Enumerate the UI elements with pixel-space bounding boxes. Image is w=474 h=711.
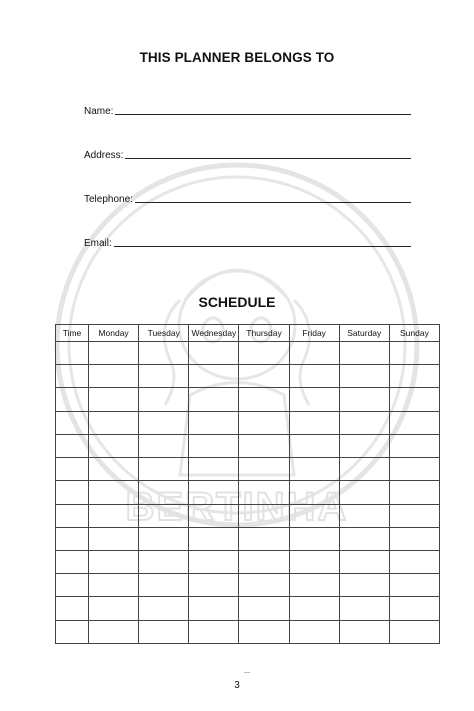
schedule-cell[interactable] — [289, 388, 339, 411]
schedule-cell[interactable] — [339, 504, 389, 527]
schedule-cell[interactable] — [89, 365, 139, 388]
schedule-cell[interactable] — [239, 434, 289, 457]
schedule-cell[interactable] — [239, 388, 289, 411]
schedule-cell[interactable] — [239, 527, 289, 550]
schedule-cell[interactable] — [139, 458, 189, 481]
time-cell[interactable] — [56, 388, 89, 411]
address-label: Address: — [84, 150, 124, 161]
column-header-sunday: Sunday — [389, 325, 439, 342]
schedule-cell[interactable] — [139, 597, 189, 620]
schedule-cell[interactable] — [89, 550, 139, 573]
schedule-cell[interactable] — [339, 620, 389, 643]
schedule-cell[interactable] — [139, 388, 189, 411]
schedule-cell[interactable] — [189, 342, 239, 365]
schedule-row — [56, 458, 440, 481]
schedule-cell[interactable] — [339, 434, 389, 457]
schedule-cell[interactable] — [139, 574, 189, 597]
schedule-row — [56, 574, 440, 597]
schedule-cell[interactable] — [89, 342, 139, 365]
schedule-cell[interactable] — [289, 504, 339, 527]
schedule-cell[interactable] — [339, 388, 389, 411]
schedule-cell[interactable] — [139, 434, 189, 457]
schedule-cell[interactable] — [289, 365, 339, 388]
schedule-title: SCHEDULE — [198, 294, 276, 310]
schedule-cell[interactable] — [189, 481, 239, 504]
schedule-cell[interactable] — [389, 411, 439, 434]
schedule-cell[interactable] — [289, 434, 339, 457]
schedule-cell[interactable] — [139, 504, 189, 527]
schedule-cell[interactable] — [289, 458, 339, 481]
time-cell[interactable] — [56, 342, 89, 365]
schedule-cell[interactable] — [389, 574, 439, 597]
time-cell[interactable] — [56, 527, 89, 550]
schedule-cell[interactable] — [89, 481, 139, 504]
schedule-cell[interactable] — [289, 620, 339, 643]
schedule-cell[interactable] — [239, 365, 289, 388]
email-line[interactable] — [114, 245, 411, 247]
schedule-cell[interactable] — [89, 411, 139, 434]
email-label: Email: — [84, 238, 112, 249]
address-line[interactable] — [125, 157, 411, 159]
schedule-row — [56, 550, 440, 573]
schedule-cell[interactable] — [89, 504, 139, 527]
schedule-cell[interactable] — [389, 434, 439, 457]
schedule-cell[interactable] — [339, 550, 389, 573]
schedule-cell[interactable] — [189, 597, 239, 620]
schedule-cell[interactable] — [239, 411, 289, 434]
schedule-row — [56, 504, 440, 527]
column-header-wednesday: Wednesday — [189, 325, 239, 342]
schedule-cell[interactable] — [89, 527, 139, 550]
schedule-row — [56, 527, 440, 550]
column-header-friday: Friday — [289, 325, 339, 342]
page-divider — [244, 672, 250, 673]
telephone-line[interactable] — [135, 201, 411, 203]
schedule-cell[interactable] — [239, 574, 289, 597]
schedule-cell[interactable] — [189, 504, 239, 527]
column-header-monday: Monday — [89, 325, 139, 342]
schedule-cell[interactable] — [239, 481, 289, 504]
schedule-cell[interactable] — [339, 458, 389, 481]
schedule-cell[interactable] — [389, 550, 439, 573]
schedule-cell[interactable] — [339, 365, 389, 388]
schedule-cell[interactable] — [189, 574, 239, 597]
page-number: 3 — [234, 680, 240, 691]
schedule-cell[interactable] — [89, 620, 139, 643]
schedule-cell[interactable] — [389, 388, 439, 411]
schedule-cell[interactable] — [189, 550, 239, 573]
schedule-row — [56, 342, 440, 365]
schedule-cell[interactable] — [339, 481, 389, 504]
schedule-cell[interactable] — [289, 574, 339, 597]
schedule-cell[interactable] — [89, 574, 139, 597]
schedule-header-row — [56, 325, 440, 342]
watermark-text: BERTINHA — [125, 485, 349, 529]
time-cell[interactable] — [56, 620, 89, 643]
name-label: Name: — [84, 106, 114, 117]
telephone-field[interactable] — [84, 194, 411, 205]
schedule-body — [56, 342, 440, 644]
schedule-cell[interactable] — [239, 550, 289, 573]
schedule-row — [56, 620, 440, 643]
time-cell[interactable] — [56, 411, 89, 434]
schedule-cell[interactable] — [389, 504, 439, 527]
schedule-cell[interactable] — [189, 527, 239, 550]
schedule-cell[interactable] — [389, 527, 439, 550]
email-field[interactable] — [84, 238, 411, 249]
schedule-cell[interactable] — [139, 365, 189, 388]
schedule-cell[interactable] — [289, 342, 339, 365]
telephone-label: Telephone: — [84, 194, 133, 205]
schedule-cell[interactable] — [189, 411, 239, 434]
schedule-cell[interactable] — [189, 434, 239, 457]
schedule-table — [55, 324, 440, 644]
time-cell[interactable] — [56, 504, 89, 527]
page-title: THIS PLANNER BELONGS TO — [139, 50, 335, 65]
schedule-cell[interactable] — [89, 388, 139, 411]
schedule-cell[interactable] — [189, 365, 239, 388]
schedule-row — [56, 481, 440, 504]
schedule-row — [56, 365, 440, 388]
time-cell[interactable] — [56, 574, 89, 597]
schedule-row — [56, 597, 440, 620]
schedule-cell[interactable] — [139, 620, 189, 643]
schedule-cell[interactable] — [139, 481, 189, 504]
time-cell[interactable] — [56, 365, 89, 388]
schedule-cell[interactable] — [289, 597, 339, 620]
time-cell[interactable] — [56, 597, 89, 620]
column-header-tuesday: Tuesday — [139, 325, 189, 342]
schedule-cell[interactable] — [239, 504, 289, 527]
schedule-cell[interactable] — [389, 365, 439, 388]
schedule-cell[interactable] — [139, 411, 189, 434]
schedule-row — [56, 388, 440, 411]
schedule-cell[interactable] — [289, 481, 339, 504]
schedule-cell[interactable] — [339, 411, 389, 434]
name-line[interactable] — [115, 113, 411, 115]
schedule-cell[interactable] — [389, 342, 439, 365]
time-cell[interactable] — [56, 550, 89, 573]
schedule-cell[interactable] — [189, 458, 239, 481]
schedule-cell[interactable] — [389, 481, 439, 504]
schedule-cell[interactable] — [89, 458, 139, 481]
schedule-cell[interactable] — [339, 574, 389, 597]
schedule-cell[interactable] — [389, 620, 439, 643]
name-field[interactable] — [84, 106, 411, 117]
schedule-cell[interactable] — [89, 597, 139, 620]
schedule-row — [56, 434, 440, 457]
time-cell[interactable] — [56, 481, 89, 504]
schedule-cell[interactable] — [389, 458, 439, 481]
schedule-cell[interactable] — [89, 434, 139, 457]
schedule-cell[interactable] — [139, 550, 189, 573]
schedule-cell[interactable] — [339, 527, 389, 550]
time-cell[interactable] — [56, 458, 89, 481]
time-cell[interactable] — [56, 434, 89, 457]
schedule-cell[interactable] — [189, 620, 239, 643]
schedule-cell[interactable] — [239, 458, 289, 481]
address-field[interactable] — [84, 150, 411, 161]
schedule-cell[interactable] — [339, 597, 389, 620]
schedule-cell[interactable] — [289, 550, 339, 573]
schedule-cell[interactable] — [339, 342, 389, 365]
schedule-cell[interactable] — [139, 342, 189, 365]
schedule-cell[interactable] — [289, 527, 339, 550]
schedule-cell[interactable] — [139, 527, 189, 550]
schedule-cell[interactable] — [189, 388, 239, 411]
schedule-cell[interactable] — [239, 342, 289, 365]
schedule-cell[interactable] — [239, 597, 289, 620]
column-header-thursday: Thursday — [239, 325, 289, 342]
schedule-row — [56, 411, 440, 434]
column-header-time: Time — [56, 325, 89, 342]
schedule-cell[interactable] — [239, 620, 289, 643]
column-header-saturday: Saturday — [339, 325, 389, 342]
schedule-cell[interactable] — [389, 597, 439, 620]
schedule-cell[interactable] — [289, 411, 339, 434]
